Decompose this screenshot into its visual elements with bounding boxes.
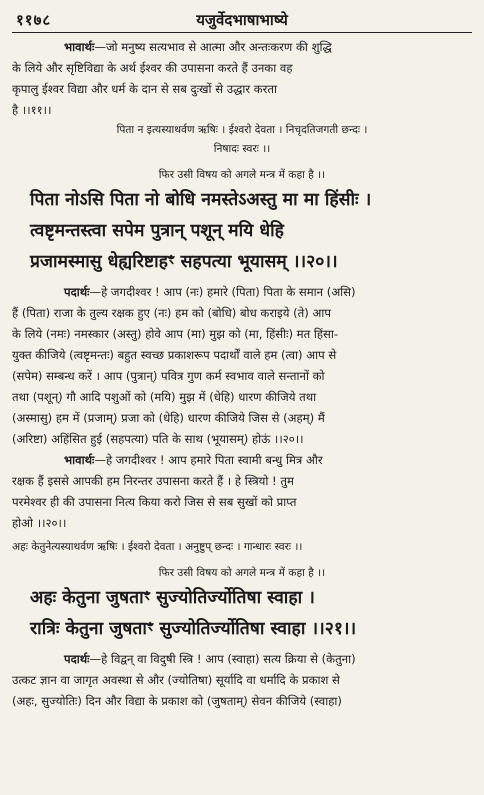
mantra-line: अहः केतुना जुषताꣳ सुज्योतिर्ज्योतिषा स्वाहा । <box>30 588 315 608</box>
text-line: हैं (पिता) राजा के तुल्य रक्षक हुए (नः) हम को (बोधि) बोध कराइये (ते) आप <box>12 306 331 320</box>
text-line: भावार्थः—हे जगदीश्वर ! आप हमारे पिता स्वामी बन्धु मित्र और <box>64 453 323 467</box>
mantra-21-intro: फिर उसी विषय को अगले मन्त्र में कहा है ।। <box>158 567 326 579</box>
page-number: ११७८ <box>16 11 52 29</box>
mantra-20-text <box>12 185 472 278</box>
text-line: कृपालु ईश्वर विद्या और धर्म के दान से सब दुःखों से उद्धार करता <box>12 82 278 96</box>
text-line: पदार्थः—हे विद्वन् वा विदुषी स्त्रि ! आप (स्वाहा) सत्य क्रिया से (केतुना) <box>64 652 356 666</box>
bhavartha-20 <box>12 450 472 534</box>
mantra-21-meta: अहः केतुनेत्यस्याथर्वण ऋषिः । ईश्वरो देवता । अनुष्टुप् छन्दः । गान्धारः स्वरः ।। <box>12 541 303 553</box>
text-line: (अरिष्टा) अहिंसित हुई (सहपत्या) पति के साथ (भूयासम्) होऊं ।।२०।। <box>12 432 304 446</box>
mantra-20-meta: पिता न इत्यस्याथर्वण ऋषिः । ईश्वरो देवता । निचृदतिजगती छन्दः । <box>116 124 368 136</box>
text-line: है ।।११।। <box>12 103 52 117</box>
padartha-21 <box>12 649 472 712</box>
mantra-21-text <box>12 583 472 645</box>
text-line: के लिये और सृष्टिविद्या के अर्थ ईश्वर की उपासना करते हैं उनका वह <box>12 61 293 75</box>
padartha-20 <box>12 282 472 450</box>
mantra-line: रात्रिः केतुना जुषताꣳ सुज्योतिर्ज्योतिषा स्वाहा ।।२१।। <box>30 619 357 639</box>
mantra-line: प्रजामस्मासु धेह्यरिष्टाहꣳ सहपत्या भूयासम् ।।२०।। <box>30 252 338 272</box>
text-line: रक्षक हैं इससे आपकी हम निरन्तर उपासना करते हैं । हे स्त्रियो ! तुम <box>12 474 294 488</box>
text-line: परमेश्वर ही की उपासना नित्य किया करो जिस से सब सुखों को प्राप्त <box>12 495 297 509</box>
mantra-line: त्वष्टृमन्तस्त्वा सपेम पुत्रान् पशून् मयि धेहि <box>30 221 284 241</box>
text-line: भावार्थः—जो मनुष्य सत्यभाव से आत्मा और अन्तःकरण की शुद्धि <box>64 40 332 54</box>
text-line: (अहः, सुज्योतिः) दिन और विद्या के प्रकाश को (जुषताम्) सेवन कीजिये (स्वाहा) <box>12 694 342 708</box>
text-line: (अस्मासु) हम में (प्रजाम्) प्रजा को (धेहि) धारण कीजिये जिस से (अहम्) मैं <box>12 411 325 425</box>
section-label: पदार्थः <box>64 652 90 666</box>
bhavartha-11 <box>12 37 472 121</box>
running-title: यजुर्वेदभाषाभाष्ये <box>196 11 288 29</box>
text-line: तथा (पशून्) गौ आदि पशुओं को (मयि) मुझ में (धेहि) धारण कीजिये तथा <box>12 390 317 404</box>
section-label: पदार्थः <box>64 285 90 299</box>
mantra-20-meta-swara: निषादः स्वरः ।। <box>213 143 271 155</box>
mantra-line: पिता नोऽसि पिता नो बोधि नमस्तेऽअस्तु मा मा हिंसीः । <box>30 190 372 210</box>
text-line: के लिये (नमः) नमस्कार (अस्तु) होवे आप (मा) मुझ को (मा, हिंसीः) मत हिंसा- <box>12 327 339 341</box>
section-label: भावार्थः <box>64 453 95 467</box>
page-header <box>12 8 472 33</box>
text-line: पदार्थः—हे जगदीश्वर ! आप (नः) हमारे (पिता) पिता के समान (असि) <box>64 285 356 299</box>
mantra-20-intro: फिर उसी विषय को अगले मन्त्र में कहा है ।। <box>158 169 326 181</box>
text-line: युक्त कीजिये (त्वष्टृमन्तः) बहुत स्वच्छ प्रकाशरूप पदार्थों वाले हम (त्वा) आप से <box>12 348 337 362</box>
text-line: उत्कट ज्ञान वा जागृत अवस्था से और (ज्योतिषा) सूर्यादि वा धर्मादि के प्रकाश से <box>12 673 340 687</box>
text-line: होओ ।।२०।। <box>12 516 67 530</box>
section-label: भावार्थः <box>64 40 95 54</box>
text-line: (सपेम) सम्बन्ध करें । आप (पुत्रान्) पवित्र गुण कर्म स्वभाव वाले सन्तानों को <box>12 369 325 383</box>
